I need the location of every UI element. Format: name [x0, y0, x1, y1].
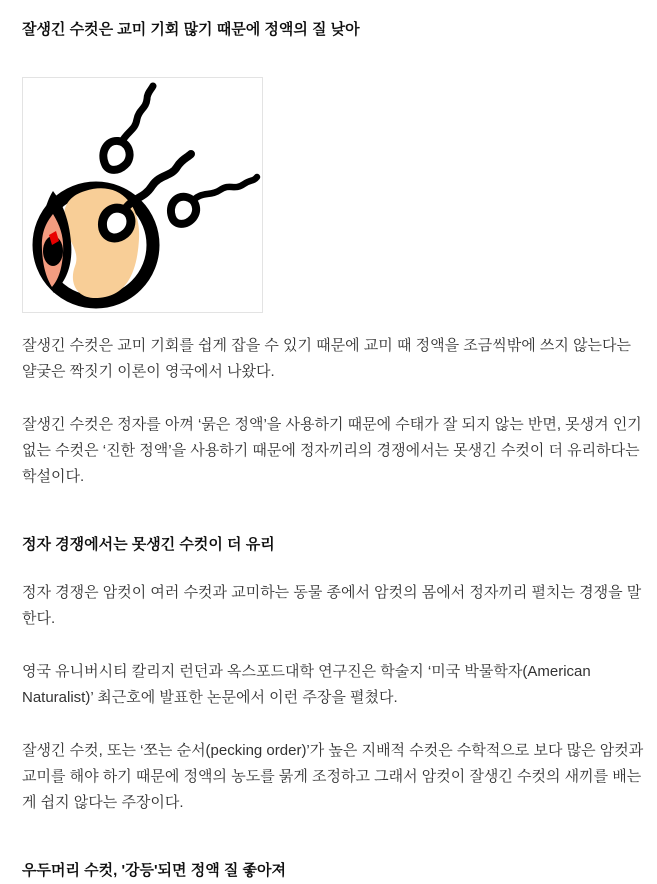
section1-paragraph-1: 정자 경쟁은 암컷이 여러 수컷과 교미하는 동물 종에서 암컷의 몸에서 정자끼리 펼치는 경쟁을 말한다.: [22, 584, 642, 627]
article-title: 잘생긴 수컷은 교미 기회 많기 때문에 정액의 질 낮아: [22, 21, 360, 38]
sperm-right-tail: [191, 177, 257, 203]
intro-paragraph-2: 잘생긴 수컷은 정자를 아껴 ‘묽은 정액’을 사용하기 때문에 수태가 잘 되지 않는 반면, 못생겨 인기 없는 수컷은 ‘진한 정액’을 사용하기 때문에 정자끼리의 경쟁에서는 못생긴 수컷이 더 유리하다는 학설이다.: [22, 416, 642, 485]
egg-and-sperm-illustration: [23, 78, 262, 312]
sperm-entering-head: [102, 208, 130, 238]
section1-paragraph-2: 영국 유니버시티 칼리지 런던과 옥스포드대학 연구진은 학술지 ‘미국 박물학자(American Naturalist)’ 최근호에 발표한 논문에서 이런 주장을 펼쳤다.: [22, 663, 591, 706]
section-heading-sperm-competition: 정자 경쟁에서는 못생긴 수컷이 더 유리: [22, 536, 275, 553]
section1-paragraph-3: 잘생긴 수컷, 또는 ‘쪼는 순서(pecking order)’가 높은 지배적 수컷은 수학적으로 보다 많은 암컷과 교미를 해야 하기 때문에 정액의 농도를 묽게 조정하고 그래서 암컷이 잘생긴 수컷의 새끼를 배는 게 쉽지 않다는 주장이다.: [22, 742, 644, 811]
section-heading-alpha-male-demotion: 우두머리 수컷, '강등'되면 정액 질 좋아져: [22, 862, 286, 879]
intro-paragraph-1: 잘생긴 수컷은 교미 기회를 쉽게 잡을 수 있기 때문에 교미 때 정액을 조금씩밖에 쓰지 않는다는 얄궂은 짝짓기 이론이 영국에서 나왔다.: [22, 337, 631, 380]
sperm-top-head: [103, 141, 129, 170]
article-image: [22, 77, 263, 313]
sperm-top-tail: [121, 86, 153, 143]
sperm-right-head: [171, 197, 196, 224]
